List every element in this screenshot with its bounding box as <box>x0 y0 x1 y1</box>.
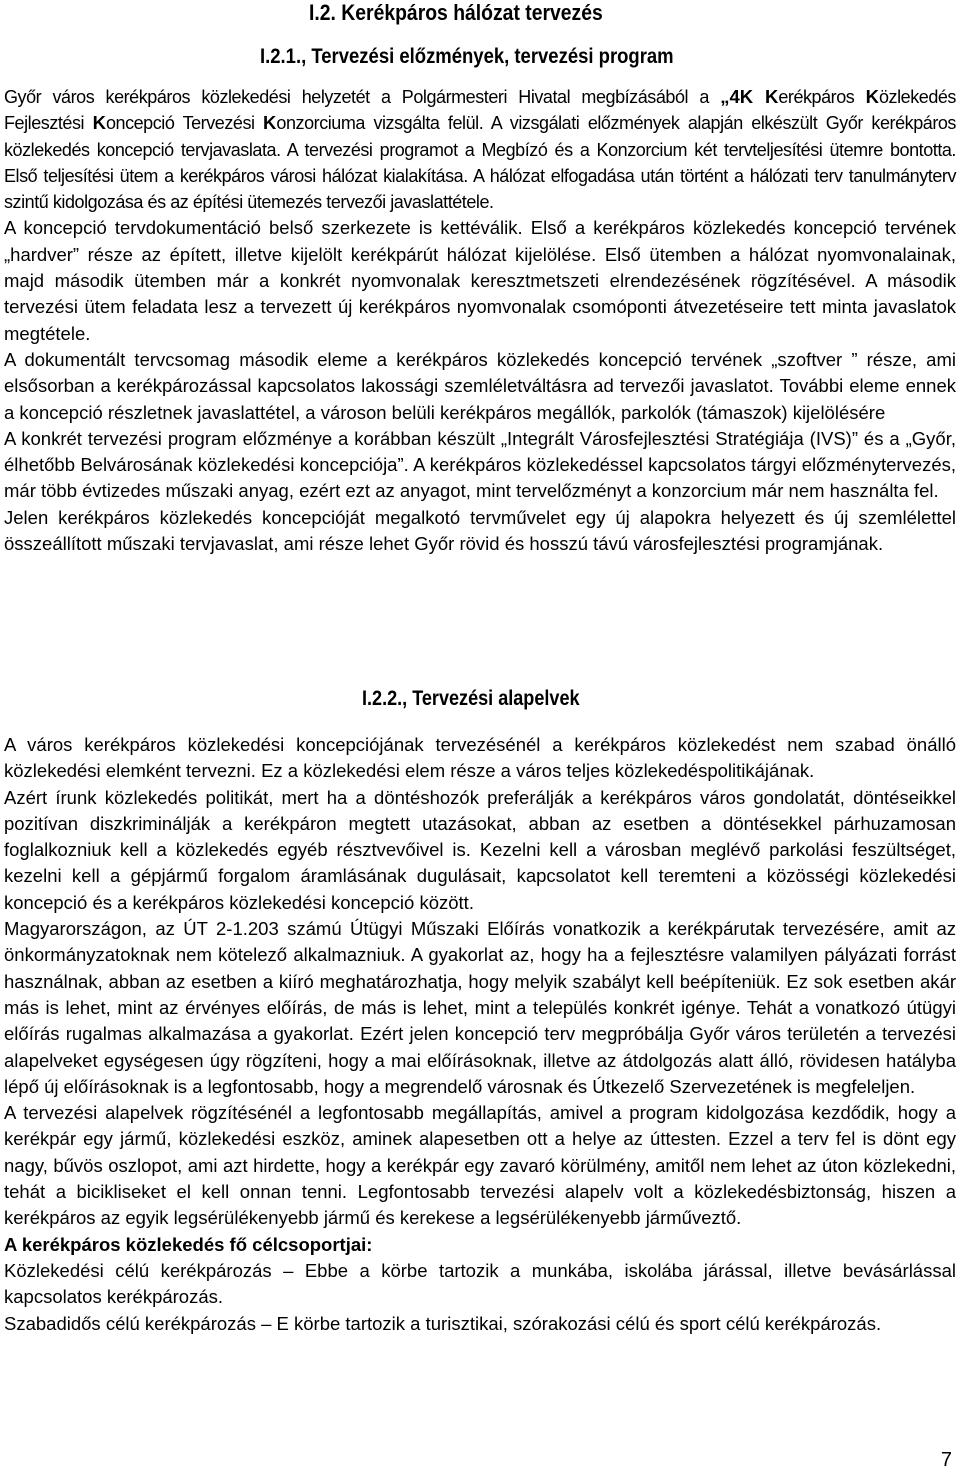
section-planning-history <box>4 84 956 557</box>
intro-text-f: onzorciuma vizsgálta felül. A vizsgálati előzmények alapján elkészült Győr kerékpáros közlekedés koncepció tervjavaslata. A tervezési programot a Megbízó és a Konzorcium két tervteljesítési ütemre bontotta. Első teljesítési ütem a kerékpáros városi hálózat kialakítása. A hálózat elfogadása után történt a hálózati terv tanulmányterv szintű kidolgozása és az építési ütemezés tervezői javaslattétele. <box>4 113 956 213</box>
section-planning-principles <box>4 732 956 1337</box>
main-heading: I.2. Kerékpáros hálózat tervezés <box>309 0 603 25</box>
target-group-commuting: Közlekedési célú kerékpározás – Ebbe a körbe tartozik a munkába, iskolába járással, illetve bevásárlással kapcsolatos kerékpározás. <box>4 1259 956 1308</box>
paragraph-regulations: Magyarországon, az ÚT 2-1.203 számú Útügyi Műszaki Előírás vonatkozik a kerékpárutak tervezésére, amit az önkormányzatoknak nem kötelező alkalmazniuk. A gyakorlat az, hogy ha a fejlesztésre valamilyen pályázati forrást használnak, abban az esetben a kiíró meghatározhatja, hogy melyik szabályt kell beépíteniük. Ez sok esetben akár más is lehet, mint az érvényes előírás, de más is lehet, mint a település konkrét igénye. Tehát a vonatkozó útügyi előírás rugalmas alkalmazása a gyakorlat. Ezért jelen koncepció terv megpróbálja Győr város területén a tervezési alapelveket egységesen úgy rögzíteni, hogy a mai előírásoknak, illetve az átdolgozás alatt álló, rövidesen hatályba lépő új előírásoknak is a legfontosabb, hogy a megrendelő városnak és Útkezelő Szervezetének is megfeleljen. <box>4 918 956 1097</box>
page-number: 7 <box>940 1449 952 1471</box>
paragraph-transport-policy: A város kerékpáros közlekedési koncepciójának tervezésénél a kerékpáros közlekedést nem szabad önálló közlekedési elemként tervezni. Ez a közlekedési elem része a város teljes közlekedéspolitikájának. <box>4 734 956 782</box>
section-heading-planning-history: I.2.1., Tervezési előzmények, tervezési program <box>260 45 674 68</box>
paragraph-intro: Győr város kerékpáros közlekedési helyzetét a Polgármesteri Hivatal megbízásából a „4K Kerékpáros Közlekedés Fejlesztési Koncepció Tervezési Konzorciuma vizsgálta felül. A vizsgálati előzmények alapján elkészült Győr kerékpáros közlekedés koncepció tervjavaslata. A tervezési programot a Megbízó és a Konzorcium két tervteljesítési ütemre bontotta. Első teljesítési ütem a kerékpáros városi hálózat kialakítása. A hálózat elfogadása után történt a hálózati terv tanulmányterv szintű kidolgozása és az építési ütemezés tervezői javaslattétele. <box>4 86 956 213</box>
paragraph-policy-reason: Azért írunk közlekedés politikát, mert ha a döntéshozók preferálják a kerékpáros város gondolatát, döntéseikkel pozitívan diszkriminálják a kerékpáron megtett utazásokat, abban az esetben a döntésekkel párhuzamosan foglalkozniuk kell a közlekedés egyéb résztvevőivel is. Kezelni kell a városban meglévő parkolási feszültséget, kezelni kell a gépjármű forgalom áramlásának dugulásait, kapcsolatot kell teremteni a közösségi közlekedési koncepció és a kerékpáros közlekedési koncepció között. <box>4 786 956 913</box>
target-groups-heading: A kerékpáros közlekedés fő célcsoportjai: <box>4 1233 373 1255</box>
paragraph-antecedents: A konkrét tervezési program előzménye a korábban készült „Integrált Városfejlesztési Stratégiája (IVS)” és a „Győr, élhetőbb Belvárosának közlekedési koncepciója”. A kerékpáros közlekedéssel kapcsolatos tárgyi előzménytervezés, már több évtizedes műszaki anyag, ezért ezt az anyagot, mint tervelőzményt a konzorcium már nem használta fel. <box>4 427 956 502</box>
paragraph-structure: A koncepció tervdokumentáció belső szerkezete is kettéválik. Első a kerékpáros közlekedés koncepció tervének „hardver” része az épített, illetve kijelölt kerékpárút hálózat kijelölése. Első ütemben a hálózat nyomvonalainak, majd második ütemben már a konkrét nyomvonalak keresztmetszeti elrendezésének rögzítésével. A második tervezési ütem feladata lesz a tervezett új kerékpáros nyomvonalak csomóponti átvezetéseire tett minta javaslatok megtétele. <box>4 217 956 344</box>
section-heading-principles: I.2.2., Tervezési alapelvek <box>362 687 580 710</box>
paragraph-current-plan: Jelen kerékpáros közlekedés koncepcióját megalkotó tervművelet egy új alapokra helyezett és új szemlélettel összeállított műszaki tervjavaslat, ami része lehet Győr rövid és hosszú távú városfejlesztési programjának. <box>4 506 956 555</box>
paragraph-software: A dokumentált tervcsomag második eleme a kerékpáros közlekedés koncepció tervének „szoftver ” része, ami elsősorban a kerékpározással kapcsolatos lakossági szemléletváltásra ad tervezői javaslatot. További eleme ennek a koncepció részletnek javaslattétel, a városon belüli kerékpáros megállók, parkolók (támaszok) kijelölésére <box>4 348 956 423</box>
target-group-leisure: Szabadidős célú kerékpározás – E körbe tartozik a turisztikai, szórakozási célú és sport célú kerékpározás. <box>4 1312 882 1334</box>
intro-4k: „4K <box>720 86 754 107</box>
intro-text-a: Győr város kerékpáros közlekedési helyzetét a Polgármesteri Hivatal megbízásából a <box>4 87 721 107</box>
paragraph-key-principle: A tervezési alapelvek rögzítésénél a legfontosabb megállapítás, amivel a program kidolgozása kezdődik, hogy a kerékpár egy jármű, közlekedési eszköz, aminek alapesetben ott a helye az úttesten. Ezzel a terv fel is dönt egy nagy, bűvös oszlopot, ami azt hirdette, hogy a kerékpár egy zavaró körülmény, amitől nem lehet az úton közlekedni, tehát a bicikliseket el kell onnan tenni. Legfontosabb tervezési alapelv volt a közlekedésbiztonság, hiszen a kerékpáros az egyik legsérülékenyebb jármű és kerekese a legsérülékenyebb járműveztő. <box>4 1102 956 1229</box>
